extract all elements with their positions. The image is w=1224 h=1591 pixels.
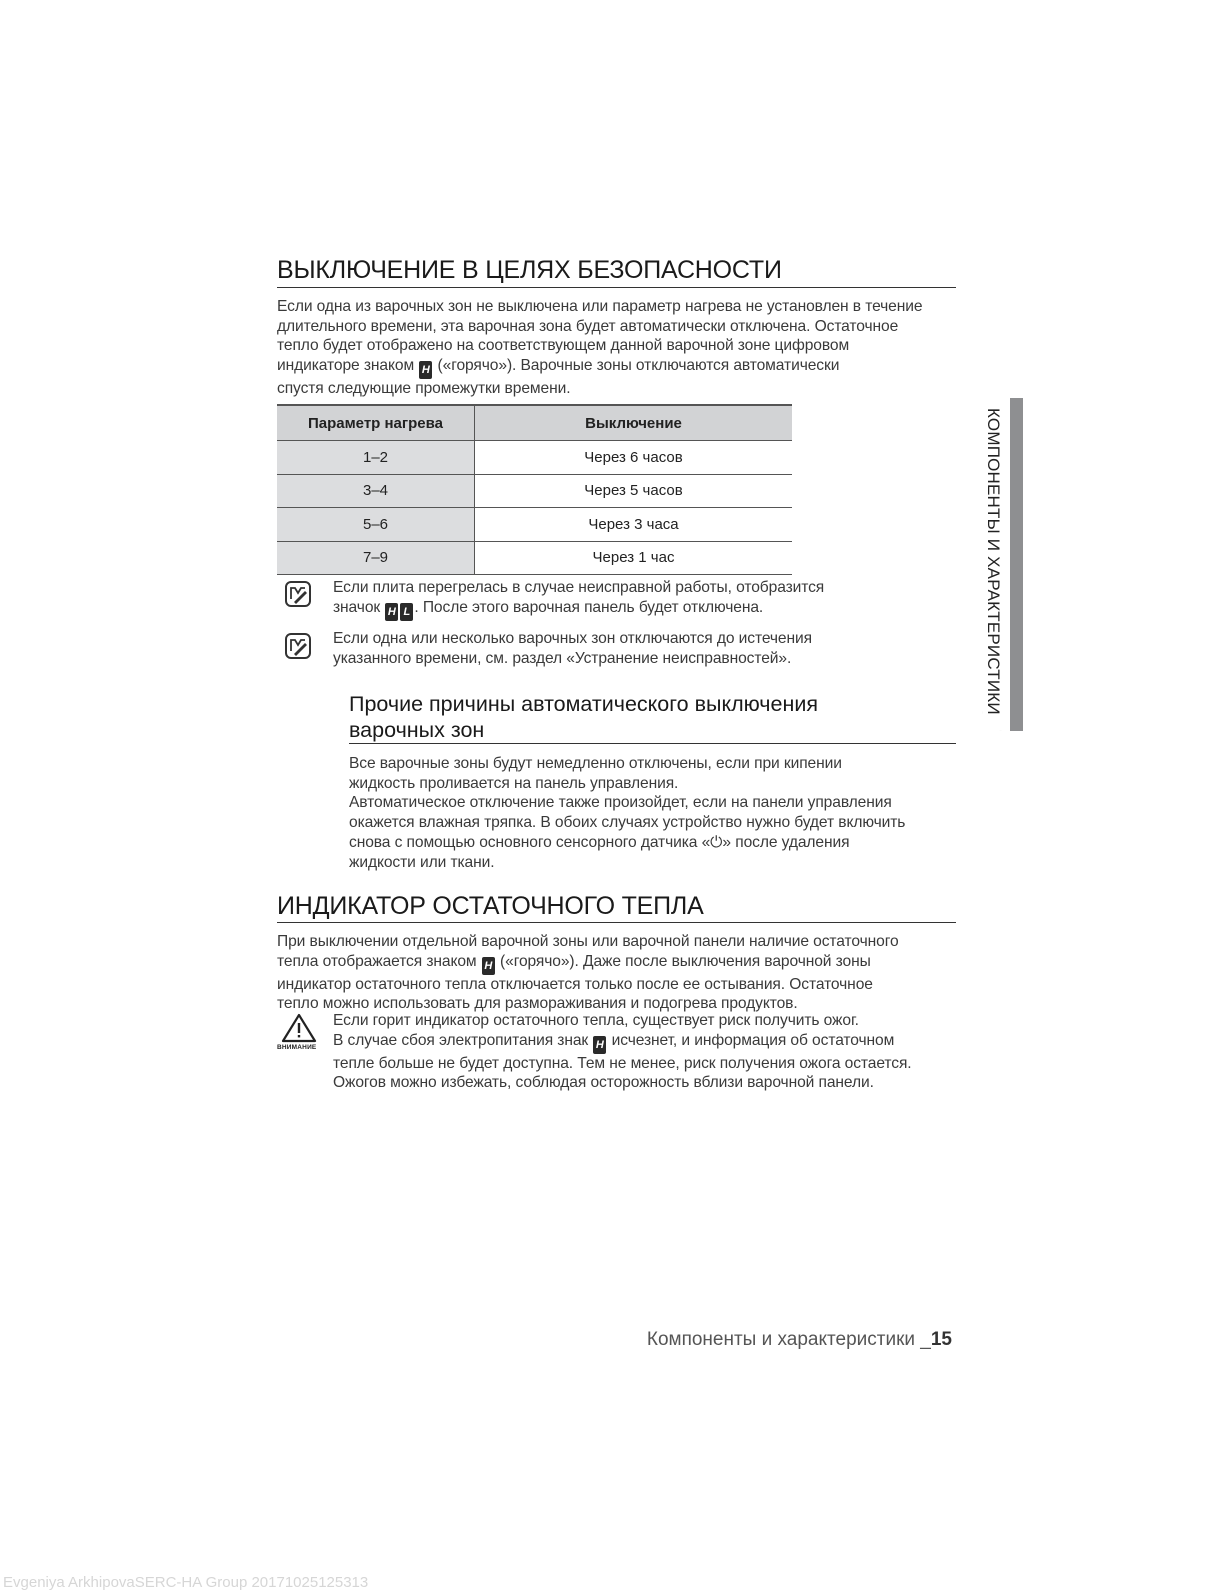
shutdown-time-table [277, 404, 792, 575]
text-line: Если одна из варочных зон не выключена или параметр нагрева не установлен в течение [277, 298, 923, 315]
table-cell-heat-level: 5–6 [277, 508, 475, 542]
caution-label: ВНИМАНИЕ [277, 1044, 317, 1051]
caution-paragraph [333, 1011, 912, 1093]
text-fragment: . После этого варочная панель будет отключена. [414, 598, 764, 616]
table-row [277, 508, 792, 542]
table-cell-shutdown: Через 1 час [475, 541, 793, 575]
section-title-safety-shutdown: ВЫКЛЮЧЕНИЕ В ЦЕЛЯХ БЕЗОПАСНОСТИ [277, 256, 782, 284]
footer-chapter-title: Компоненты и характеристики _ [646, 1329, 931, 1350]
table-header-heat-level: Параметр нагрева [277, 405, 475, 441]
note-icon [284, 580, 312, 608]
text-line [333, 1031, 912, 1054]
text-line: окажется влажная тряпка. В обоих случаях устройство нужно будет включить [349, 814, 906, 832]
safety-paragraph [277, 297, 922, 399]
note-icon [284, 632, 312, 660]
page-number: 15 [930, 1329, 952, 1350]
overheat-symbol-icon: L [400, 603, 413, 621]
chapter-side-tab-label: КОМПОНЕНТЫ И ХАРАКТЕРИСТИКИ [984, 408, 1003, 715]
text-line [277, 952, 899, 975]
text-line [349, 833, 905, 853]
text-line: указанного времени, см. раздел «Устранение неисправностей». [333, 649, 792, 667]
subsection-rule [349, 743, 956, 744]
subsection-title-line: Прочие причины автоматического выключения [349, 692, 818, 716]
text-line: Все варочные зоны будут немедленно отключены, если при кипении [349, 755, 842, 772]
text-line: тепло будет отображено на соответствующем данной варочной зоне цифровом [277, 337, 850, 355]
table-cell-shutdown: Через 3 часа [475, 508, 793, 542]
text-line: жидкость проливается на панель управления. [349, 774, 679, 792]
section-rule [277, 922, 956, 923]
text-line: При выключении отдельной варочной зоны или варочной панели наличие остаточного [277, 933, 899, 950]
subsection-title [349, 691, 818, 743]
section-rule [277, 287, 956, 288]
text-line [333, 598, 824, 621]
text-fragment: («горячо»). Даже после выключения варочной зоны [500, 952, 871, 970]
text-fragment: индикаторе знаком [277, 357, 415, 375]
table-cell-shutdown: Через 6 часов [475, 441, 793, 475]
subsection-paragraph [349, 754, 905, 872]
text-line: Если одна или несколько варочных зон отключаются до истечения [333, 630, 812, 647]
text-line: жидкости или ткани. [349, 853, 495, 871]
text-line: длительного времени, эта варочная зона будет автоматически отключена. Остаточное [277, 317, 899, 335]
watermark: Evgeniya ArkhipovaSERC-HA Group 20171025125313 [3, 1574, 369, 1591]
table-row [277, 441, 792, 475]
note-overheat [333, 578, 824, 621]
hot-symbol-icon: H [419, 361, 432, 379]
residual-heat-paragraph [277, 932, 899, 1014]
text-line: спустя следующие промежутки времени. [277, 380, 571, 398]
table-cell-heat-level: 3–4 [277, 474, 475, 508]
table-cell-heat-level: 1–2 [277, 441, 475, 475]
text-line: Если плита перегрелась в случае неисправной работы, отобразится [333, 579, 825, 596]
table-cell-heat-level: 7–9 [277, 541, 475, 575]
overheat-symbol-icon: H [385, 603, 398, 621]
hot-symbol-icon: H [593, 1036, 606, 1054]
text-line [277, 356, 922, 379]
text-line: тепло можно использовать для размораживания и подогрева продуктов. [277, 995, 798, 1013]
table-row [277, 474, 792, 508]
section-title-residual-heat: ИНДИКАТОР ОСТАТОЧНОГО ТЕПЛА [277, 892, 704, 920]
text-line: индикатор остаточного тепла отключается только после ее остывания. Остаточное [277, 975, 873, 993]
text-fragment: снова с помощью основного сенсорного датчика « [349, 833, 711, 851]
text-line: Автоматическое отключение также произойдет, если на панели управления [349, 794, 892, 812]
text-fragment: («горячо»). Варочные зоны отключаются автоматически [437, 357, 840, 375]
note-early-shutdown [333, 629, 812, 668]
subsection-title-line: варочных зон [349, 718, 485, 742]
table-header-row [277, 405, 792, 441]
text-fragment: В случае сбоя электропитания знак [333, 1031, 589, 1049]
power-icon: ⏻ [710, 833, 723, 851]
text-line: тепле больше не будет доступна. Тем не менее, риск получения ожога остается. [333, 1054, 912, 1072]
hot-symbol-icon: H [482, 957, 495, 975]
table-row [277, 541, 792, 575]
text-fragment: исчезнет, и информация об остаточном [611, 1031, 895, 1049]
table-cell-shutdown: Через 5 часов [475, 474, 793, 508]
text-line: Ожогов можно избежать, соблюдая осторожность вблизи варочной панели. [333, 1074, 874, 1092]
text-fragment: тепла отображается знаком [277, 952, 477, 970]
page-footer [647, 1329, 952, 1351]
text-fragment: значок [333, 598, 381, 616]
text-line: Если горит индикатор остаточного тепла, существует риск получить ожог. [333, 1012, 859, 1029]
table-header-shutdown: Выключение [475, 405, 793, 441]
text-fragment: » после удаления [722, 833, 850, 851]
